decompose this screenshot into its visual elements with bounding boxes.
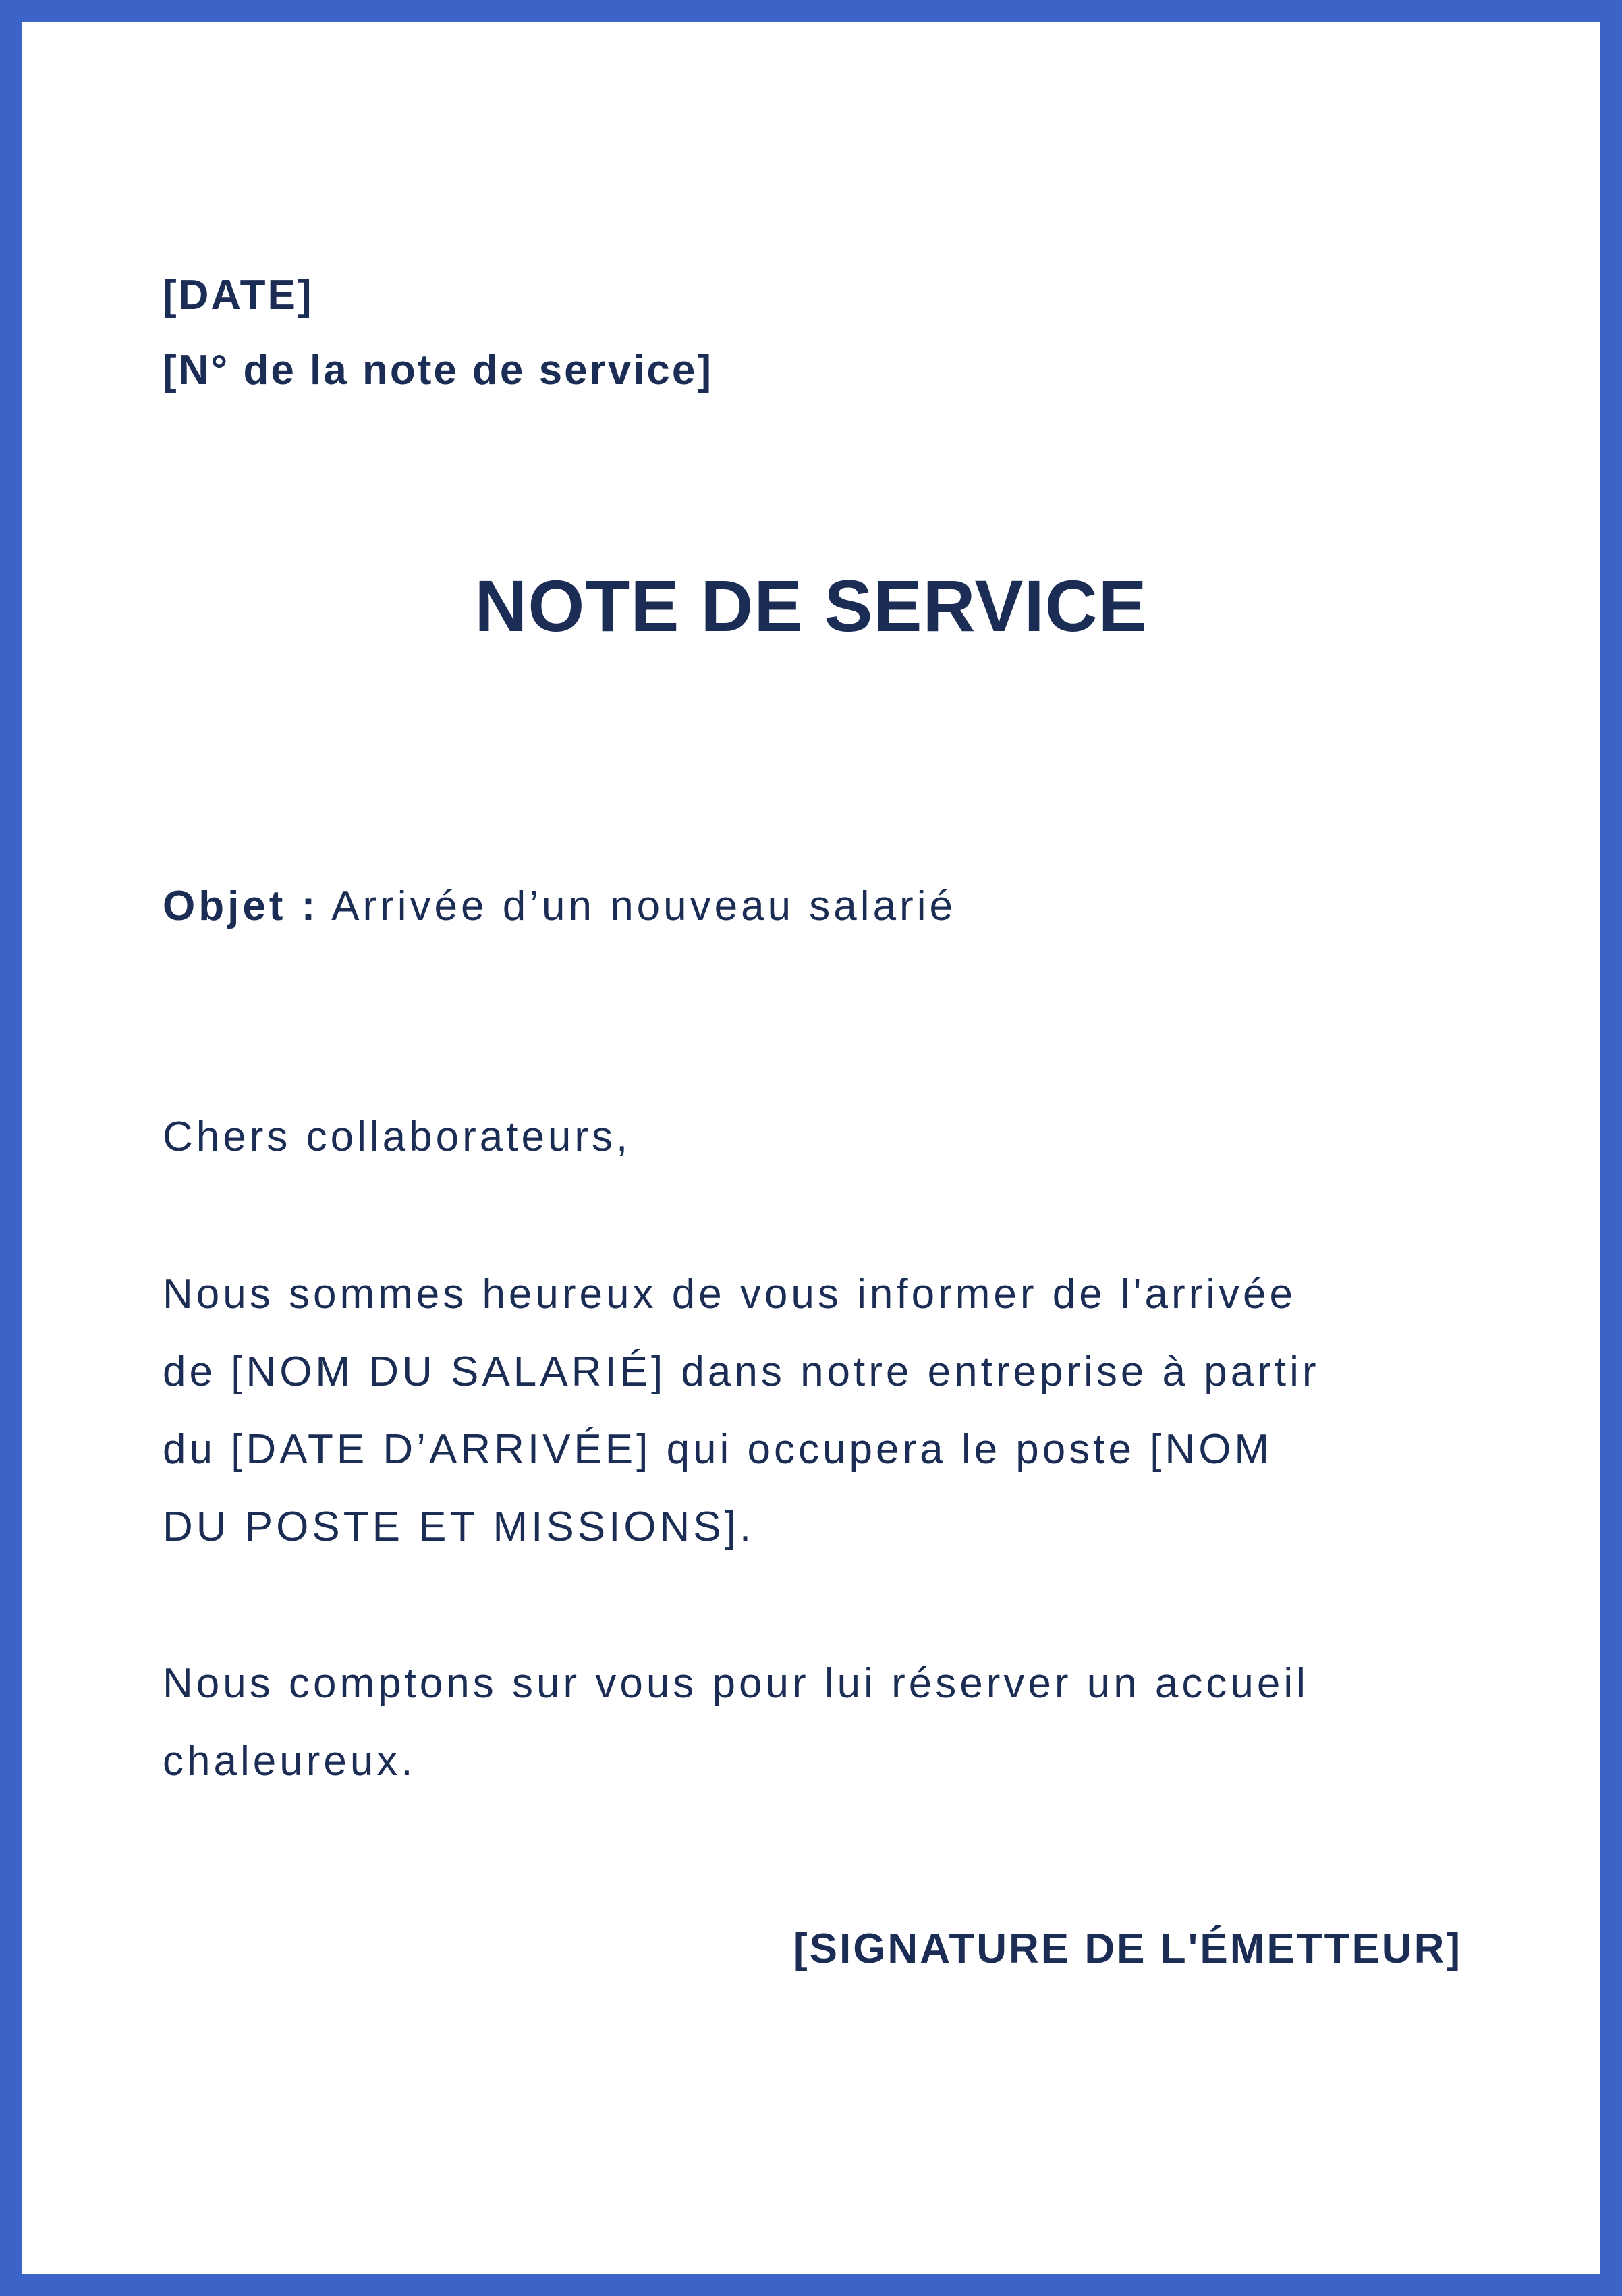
paragraph-1-line: Nous sommes heureux de vous informer de l'arrivée [163,1271,1297,1317]
paragraph-2-line: chaleureux. [163,1738,416,1784]
note-number-placeholder: [N° de la note de service] [163,347,714,393]
paragraph-1-line: de [NOM DU SALARIÉ] dans notre entreprise à partir [163,1348,1320,1395]
signature-placeholder: [SIGNATURE DE L'ÉMETTEUR] [793,1925,1462,1972]
subject-value: Arrivée d’un nouveau salarié [331,883,956,929]
paragraph-2-line: Nous comptons sur vous pour lui réserver un accueil [163,1660,1309,1707]
paragraph-1-line: du [DATE D’ARRIVÉE] qui occupera le poste [NOM [163,1426,1273,1473]
subject-label: Objet : [163,883,319,929]
page-title: NOTE DE SERVICE [474,565,1148,647]
paragraph-1-line: DU POSTE ET MISSIONS]. [163,1504,755,1550]
date-placeholder: [DATE] [163,272,314,319]
greeting: Chers collaborateurs, [163,1114,632,1160]
subject-line [163,885,956,927]
document-page [22,22,1600,2274]
